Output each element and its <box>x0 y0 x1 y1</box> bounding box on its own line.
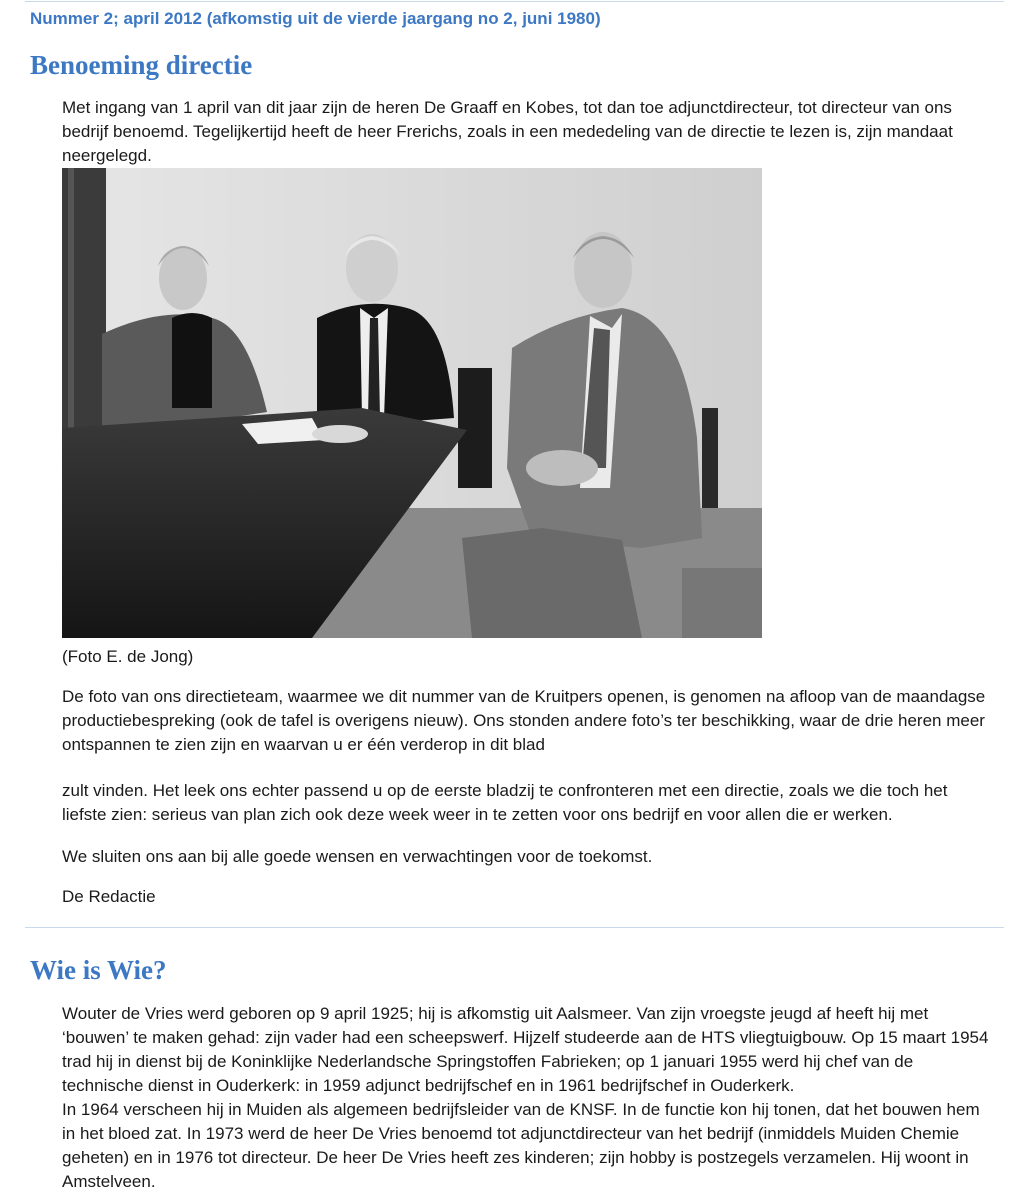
body-paragraph: De foto van ons directieteam, waarmee we dit nummer van de Kruitpers openen, is genomen na afloop van de maandagse productiebespreking (ook de tafel is overigens nieuw). Ons stonden andere foto’s ter beschikking, waar de drie heren meer ontspannen te zien zijn en waarvan u er één verderop in dit blad <box>62 687 986 754</box>
signature: De Redactie <box>62 887 156 906</box>
intro-paragraph: Met ingang van 1 april van dit jaar zijn de heren De Graaff en Kobes, tot dan toe adjunctdirecteur, tot directeur van ons bedrijf benoemd. Tegelijkertijd heeft de heer Frerichs, zoals in een mededeling van de directie te lezen is, zijn mandaat neergelegd. <box>62 98 953 165</box>
article-title-benoeming: Benoeming directie <box>30 50 253 80</box>
directors-photo <box>62 168 762 638</box>
top-divider <box>25 1 1004 2</box>
body-paragraph: Wouter de Vries werd geboren op 9 april 1925; hij is afkomstig uit Aalsmeer. Van zijn vroegste jeugd af heeft hij met ‘bouwen’ te maken gehad: zijn vader had een scheepswerf. Hijzelf studeerde aan de HTS vliegtuigbouw. Op 15 maart 1954 trad hij in dienst bij de Koninklijke Nederlandsche Springstoffen Fabrieken; op 1 januari 1955 werd hij chef van de technische dienst in Ouderkerk: in 1959 adjunct bedrijfschef en in 1961 bedrijfschef in Ouderkerk. <box>62 1004 989 1095</box>
issue-line: Nummer 2; april 2012 (afkomstig uit de vierde jaargang no 2, juni 1980) <box>30 9 601 28</box>
article-title-wie-is-wie: Wie is Wie? <box>30 955 167 985</box>
body-paragraph: In 1964 verscheen hij in Muiden als algemeen bedrijfsleider van de KNSF. In de functie kon hij tonen, dat het bouwen hem in het bloed zat. In 1973 werd de heer De Vries benoemd tot adjunctdirecteur van het bedrijf (inmiddels Muiden Chemie geheten) en in 1976 tot directeur. De heer De Vries heeft zes kinderen; zijn hobby is postzegels verzamelen. Hij woont in Amstelveen. <box>62 1100 980 1191</box>
section-divider <box>25 927 1004 928</box>
body-paragraph: We sluiten ons aan bij alle goede wensen en verwachtingen voor de toekomst. <box>62 847 653 866</box>
body-paragraph: zult vinden. Het leek ons echter passend u op de eerste bladzij te confronteren met een directie, zoals we die toch het liefste zien: serieus van plan zich ook deze week weer in te zetten voor ons bedrijf en voor allen die er werken. <box>62 781 948 824</box>
photo-caption: (Foto E. de Jong) <box>62 647 194 666</box>
